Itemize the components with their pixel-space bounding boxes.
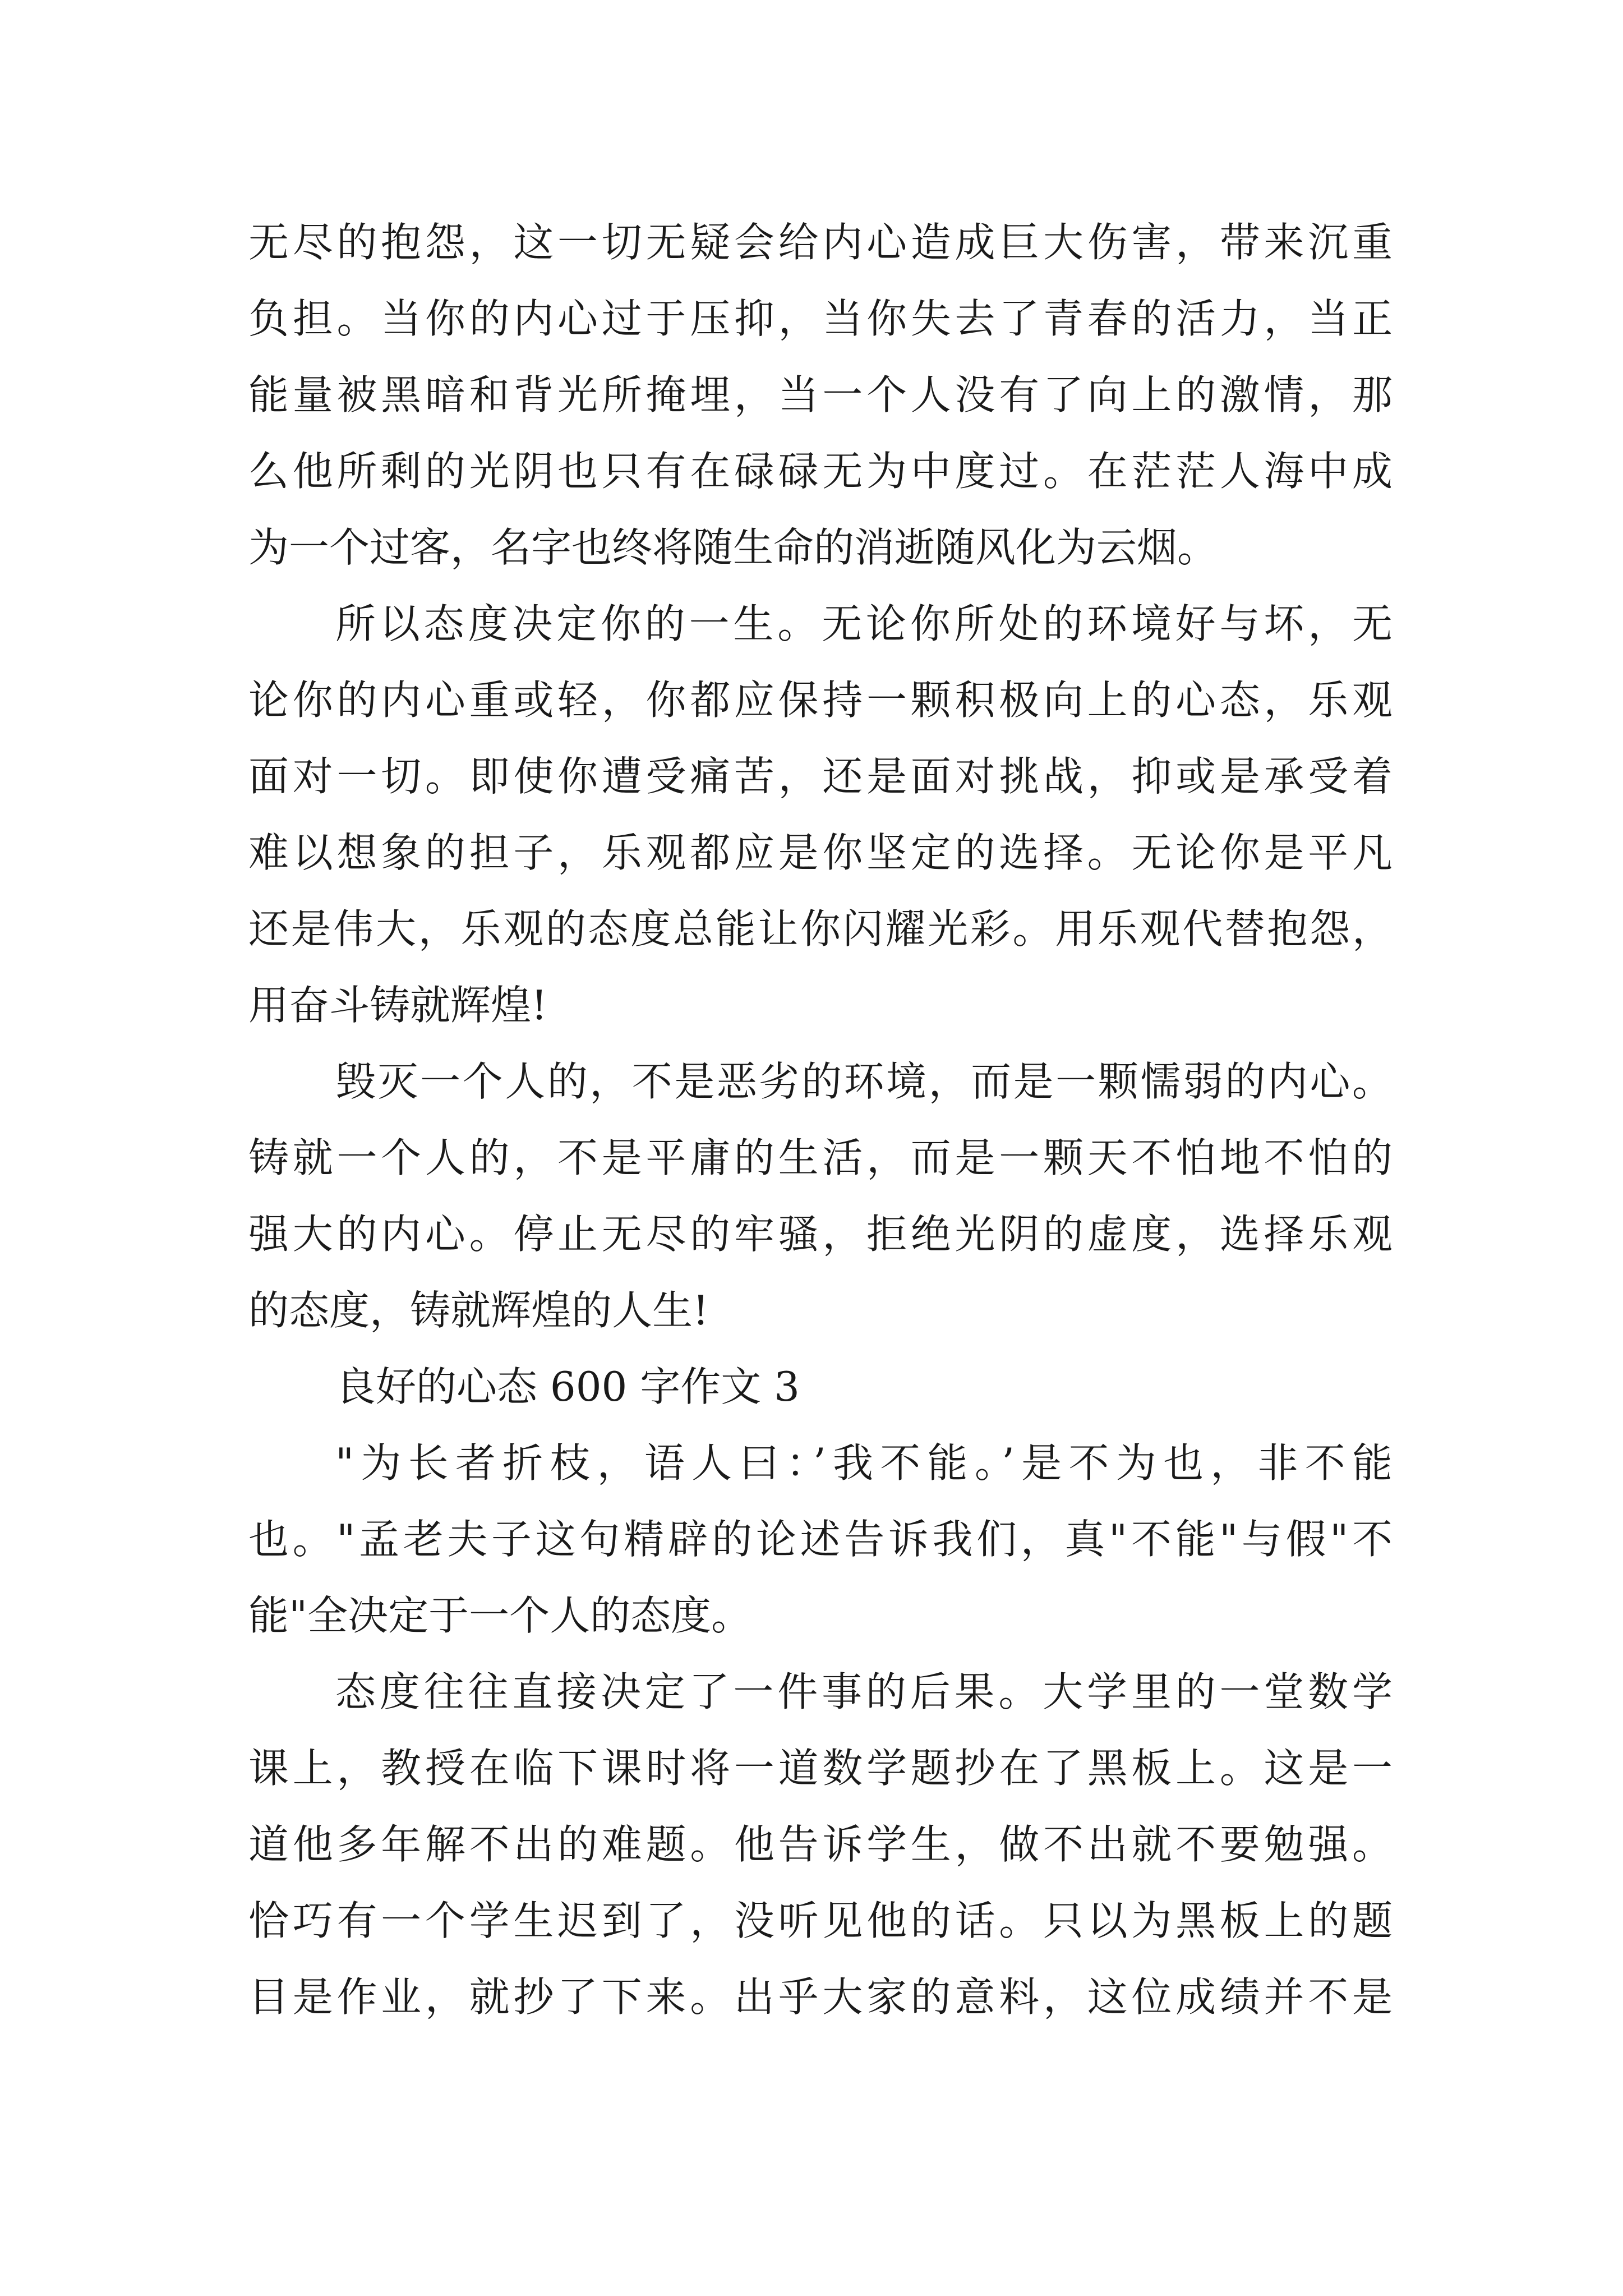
text-line: 负担。当你的内心过于压抑，当你失去了青春的活力，当正 (248, 295, 1393, 342)
paragraph-first-line: 所以态度决定你的一生。无论你所处的环境好与坏，无 (335, 600, 1393, 647)
text-line: 道他多年解不出的难题。他告诉学生，做不出就不要勉强。 (248, 1821, 1393, 1868)
text-line: 论你的内心重或轻，你都应保持一颗积极向上的心态，乐观 (248, 677, 1393, 724)
text-line: 能量被黑暗和背光所掩埋，当一个人没有了向上的激情，那 (248, 371, 1393, 418)
text-line: 目是作业，就抄了下来。出乎大家的意料，这位成绩并不是 (248, 1973, 1393, 2021)
text-line: 的态度，铸就辉煌的人生! (248, 1287, 709, 1334)
text-line: 课上，教授在临下课时将一道数学题抄在了黑板上。这是一 (248, 1745, 1393, 1792)
paragraph-first-line: 态度往往直接决定了一件事的后果。大学里的一堂数学 (335, 1668, 1393, 1715)
text-line: 为一个过客，名字也终将随生命的消逝随风化为云烟。 (248, 524, 1218, 571)
paragraph-first-line: "为长者折枝，语人曰：’我不能。’是不为也，非不能 (335, 1439, 1393, 1487)
text-line: 还是伟大，乐观的态度总能让你闪耀光彩。用乐观代替抱怨， (248, 905, 1393, 953)
text-line: 能"全决定于一个人的态度。 (248, 1592, 752, 1639)
text-line: 铸就一个人的，不是平庸的生活，而是一颗天不怕地不怕的 (248, 1134, 1393, 1181)
text-line: 么他所剩的光阴也只有在碌碌无为中度过。在茫茫人海中成 (248, 448, 1393, 495)
section-heading: 良好的心态 600 字作文 3 (335, 1363, 800, 1410)
text-line: 也。"孟老夫子这句精辟的论述告诉我们，真"不能"与假"不 (248, 1516, 1393, 1563)
text-line: 强大的内心。停止无尽的牢骚，拒绝光阴的虚度，选择乐观 (248, 1211, 1393, 1258)
paragraph-first-line: 毁灭一个人的，不是恶劣的环境，而是一颗懦弱的内心。 (335, 1058, 1393, 1105)
text-line: 面对一切。即使你遭受痛苦，还是面对挑战，抑或是承受着 (248, 753, 1393, 800)
text-line: 难以想象的担子，乐观都应是你坚定的选择。无论你是平凡 (248, 829, 1393, 876)
text-line: 恰巧有一个学生迟到了，没听见他的话。只以为黑板上的题 (248, 1897, 1393, 1944)
text-line: 无尽的抱怨，这一切无疑会给内心造成巨大伤害，带来沉重 (248, 219, 1393, 266)
text-line: 用奋斗铸就辉煌! (248, 982, 547, 1029)
